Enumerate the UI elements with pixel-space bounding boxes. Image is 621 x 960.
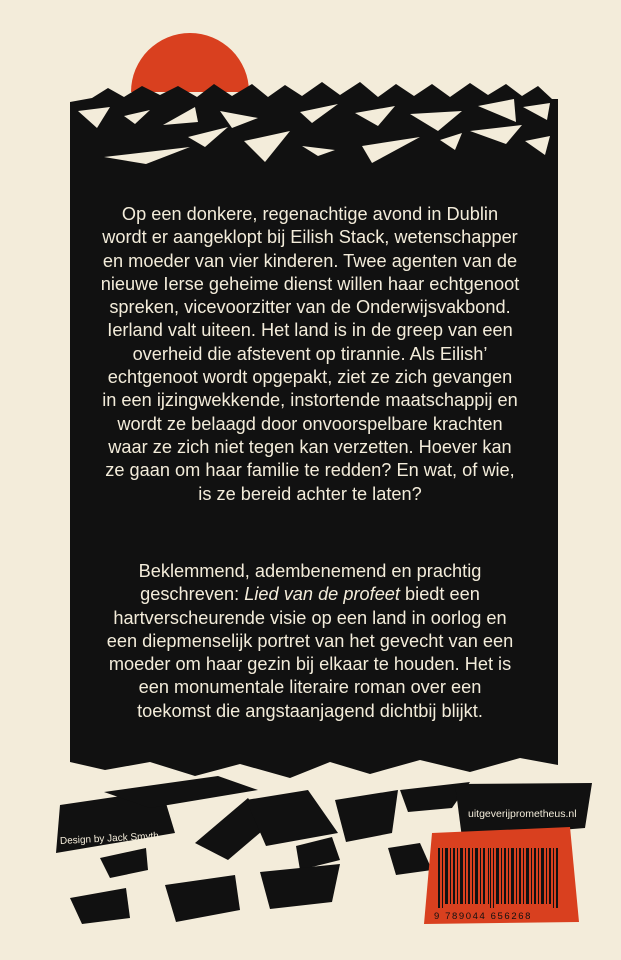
publisher-url: uitgeverijprometheus.nl — [468, 808, 577, 820]
blurb-text: Beklemmend, adembenemend en prachtig geschreven: — [138, 561, 482, 605]
blurb-paragraph-1: Op een donkere, regenachtige avond in Dublin wordt er aangeklopt bij Eilish Stack, wetenschapper en moeder van vier kinderen. Twee agenten van de nieuwe Ierse geheime dienst willen haar echtgenoot spreken, vicevoorzitter van de Onderwijsvakbond. Ierland valt uiteen. Het land is in de greep van een overheid die afstevent op tirannie. Als Eilish’ echtgenoot wordt opgepakt, ziet ze zich gevangen in een ijzingwekkende, instortende maatschappij en wordt ze belaagd door onvoorspelbare krachten waar ze zich niet tegen kan verzetten. Hoever kan ze gaan om haar familie te redden? En wat, of wie, is ze bereid achter te laten? — [100, 204, 520, 504]
isbn-number: 9 789044 656268 — [434, 911, 532, 922]
sun-shape — [131, 33, 249, 92]
blurb-text: biedt een hartverscheurende visie op een land in oorlog en een diepmenselijk portret van het gevecht van een moeder om haar gezin bij elkaar te houden. Het is een monumentale literaire roman over een toekomst die angstaanjagend dichtbij blijkt. — [106, 584, 514, 721]
designer-credit: Design by Jack Smyth — [59, 830, 160, 847]
blurb-paragraph-2 — [100, 560, 520, 723]
book-title: Lied van de profeet — [244, 584, 400, 605]
